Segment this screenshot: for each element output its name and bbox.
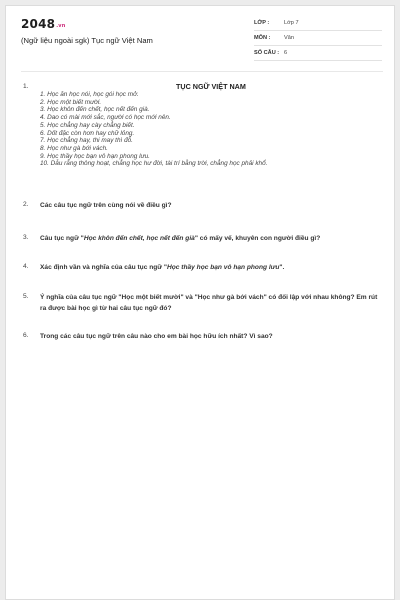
proverb-item: 4. Dao có mài mới sắc, người có học mới nên. bbox=[40, 114, 171, 122]
question-number: 2. bbox=[23, 201, 29, 208]
meta-value: Văn bbox=[284, 35, 294, 41]
question-text-pre: Xác định vần và nghĩa của câu tục ngữ " bbox=[40, 264, 167, 271]
question-number: 3. bbox=[23, 234, 29, 241]
proverb-item: 3. Học khôn đến chết, học nết đến già. bbox=[40, 106, 150, 114]
proverb-item: 6. Dốt đặc còn hơn hay chữ lỏng. bbox=[40, 129, 135, 137]
question-text-post: " có mấy vế, khuyên con người điều gì? bbox=[194, 235, 321, 242]
question-text: Ý nghĩa của câu tục ngữ "Học một biết mười" và "Học như gà bới vách" có đối lập với nhau không? Em rút ra được bài học gì từ hai câu tục ngữ đó? bbox=[40, 294, 378, 312]
meta-label: LỚP : bbox=[254, 20, 270, 26]
quoted-proverb: Học khôn đến chết, học nết đến già bbox=[83, 235, 195, 242]
document-title: (Ngữ liệu ngoài sgk) Tục ngữ Việt Nam bbox=[21, 36, 153, 45]
quoted-proverb: Học thầy học bạn vô hạn phong lưu bbox=[167, 264, 280, 271]
question-number: 5. bbox=[23, 293, 29, 300]
logo-text: 2048 bbox=[21, 17, 56, 31]
proverb-item: 8. Học như gà bới vách. bbox=[40, 144, 108, 152]
site-logo[interactable] bbox=[21, 17, 66, 31]
meta-value: Lớp 7 bbox=[284, 20, 299, 26]
proverb-item: 5. Học chẳng hay cày chẳng biết. bbox=[40, 121, 135, 129]
worksheet-meta bbox=[254, 17, 382, 62]
header-divider bbox=[21, 71, 383, 72]
passage-title: TỤC NGỮ VIỆT NAM bbox=[176, 82, 246, 91]
meta-row-grade bbox=[254, 17, 382, 31]
logo-tld: .vn bbox=[56, 23, 66, 29]
question-number: 1. bbox=[23, 83, 29, 90]
meta-row-subject bbox=[254, 32, 382, 46]
worksheet-header bbox=[6, 6, 395, 64]
proverb-item: 9. Học thầy học bạn vô hạn phong lưu. bbox=[40, 152, 150, 160]
meta-value: 6 bbox=[284, 50, 288, 56]
question-number: 4. bbox=[23, 263, 29, 270]
proverb-item: 7. Học chẳng hay, thi may thì đỗ. bbox=[40, 137, 133, 145]
meta-label: MÔN : bbox=[254, 35, 271, 41]
question-text bbox=[40, 234, 380, 245]
meta-row-question-count bbox=[254, 47, 382, 61]
question-text: Các câu tục ngữ trên cùng nói về điều gì? bbox=[40, 202, 172, 209]
question-text-pre: Câu tục ngữ " bbox=[40, 235, 84, 242]
question-number: 6. bbox=[23, 332, 29, 339]
question-text: Trong các câu tục ngữ trên câu nào cho em bài học hữu ích nhất? Vì sao? bbox=[40, 333, 273, 340]
proverb-item: 2. Học một biết mười. bbox=[40, 98, 102, 106]
question-text bbox=[40, 263, 380, 274]
proverb-item: 10. Dẫu rằng thông hoạt, chẳng học hư đời, tài trí bằng trời, chẳng học phải khổ. bbox=[40, 160, 268, 168]
question-text-post: ". bbox=[279, 264, 285, 271]
proverb-list bbox=[40, 91, 267, 168]
worksheet bbox=[5, 5, 395, 600]
meta-label: SỐ CÂU : bbox=[254, 50, 280, 56]
proverb-item: 1. Học ăn học nói, học gói học mở. bbox=[40, 91, 139, 98]
